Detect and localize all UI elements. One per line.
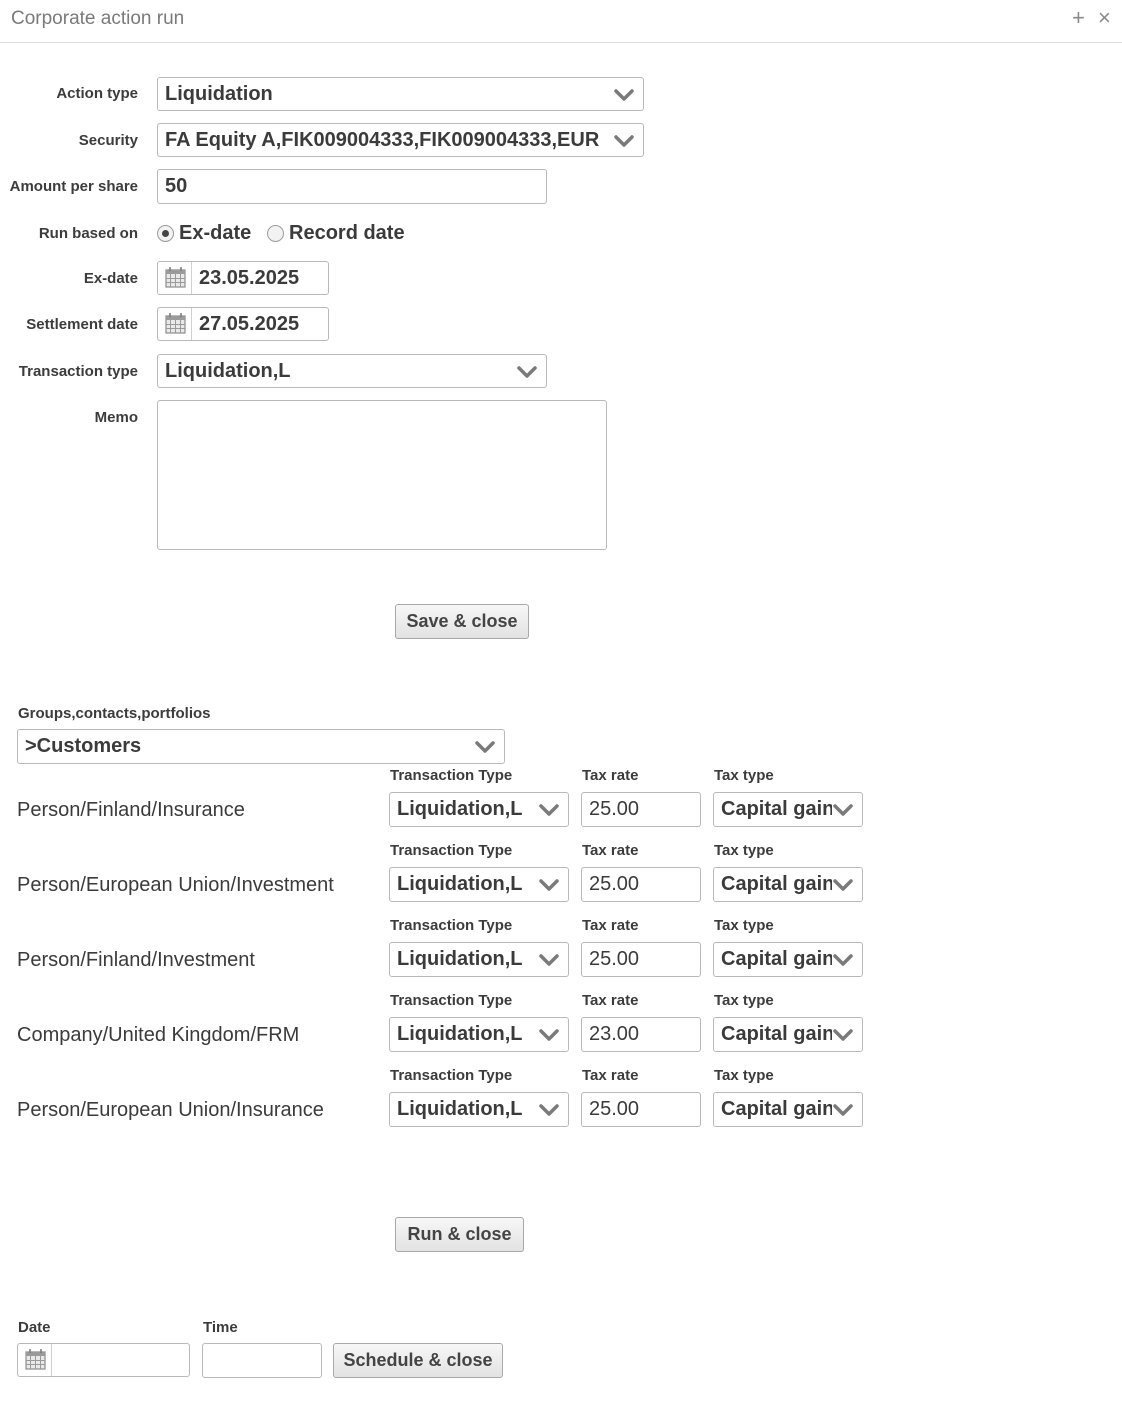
ex-date-value: 23.05.2025 [199, 267, 300, 289]
row-transaction-type-value: Liquidation,L [397, 1098, 523, 1120]
chevron-down-icon [832, 947, 854, 971]
tax-rate-column-label: Tax rate [582, 1067, 639, 1084]
record-date-radio[interactable] [267, 225, 284, 242]
tax-rate-column-label: Tax rate [582, 917, 639, 934]
record-date-radio-label[interactable]: Record date [289, 222, 405, 244]
security-label: Security [78, 132, 138, 149]
action-type-value: Liquidation [165, 83, 273, 105]
run-based-on-label: Run based on [38, 225, 138, 242]
run-close-button[interactable]: Run & close [395, 1217, 524, 1252]
row-transaction-type-select[interactable] [389, 942, 569, 977]
row-tax-type-value: Capital gains [721, 873, 846, 895]
row-transaction-type-value: Liquidation,L [397, 798, 523, 820]
row-tax-rate-value: 25.00 [589, 873, 640, 895]
ex-date-radio[interactable] [157, 225, 174, 242]
row-transaction-type-select[interactable] [389, 792, 569, 827]
window-title: Corporate action run [11, 8, 185, 29]
chevron-down-icon [538, 1097, 560, 1121]
row-transaction-type-select[interactable] [389, 1092, 569, 1127]
row-tax-type-select[interactable] [713, 867, 863, 902]
chevron-down-icon [538, 1022, 560, 1046]
chevron-down-icon [538, 947, 560, 971]
transaction-type-select[interactable] [157, 354, 547, 388]
tax-type-column-label: Tax type [714, 767, 774, 784]
schedule-date-field[interactable] [17, 1343, 190, 1377]
plus-icon[interactable]: + [1072, 5, 1085, 30]
row-tax-rate-input[interactable] [581, 867, 701, 902]
row-name: Person/Finland/Insurance [17, 799, 245, 821]
chevron-down-icon [474, 734, 496, 758]
row-tax-type-select[interactable] [713, 1017, 863, 1052]
chevron-down-icon [832, 797, 854, 821]
schedule-date-label: Date [18, 1319, 51, 1336]
calendar-icon[interactable] [18, 1344, 52, 1376]
chevron-down-icon [832, 1097, 854, 1121]
amount-per-share-label: Amount per share [9, 178, 138, 195]
groups-label: Groups,contacts,portfolios [18, 705, 211, 722]
row-tax-type-value: Capital gains [721, 1098, 846, 1120]
row-transaction-type-select[interactable] [389, 1017, 569, 1052]
memo-textarea[interactable] [157, 400, 607, 550]
row-tax-rate-value: 25.00 [589, 948, 640, 970]
tax-type-column-label: Tax type [714, 992, 774, 1009]
row-name: Person/Finland/Investment [17, 949, 255, 971]
security-select[interactable] [157, 123, 644, 157]
ex-date-label: Ex-date [83, 270, 138, 287]
row-tax-type-value: Capital gains [721, 948, 846, 970]
row-tax-type-select[interactable] [713, 792, 863, 827]
row-tax-type-value: Capital gains [721, 798, 846, 820]
transaction-type-label: Transaction type [18, 363, 138, 380]
row-tax-rate-input[interactable] [581, 1017, 701, 1052]
settlement-date-value: 27.05.2025 [199, 313, 300, 335]
chevron-down-icon [516, 359, 538, 383]
row-transaction-type-value: Liquidation,L [397, 948, 523, 970]
ex-date-field[interactable] [157, 261, 329, 295]
close-icon[interactable]: × [1098, 5, 1111, 30]
chevron-down-icon [832, 872, 854, 896]
save-close-button[interactable]: Save & close [395, 604, 529, 639]
tax-rate-column-label: Tax rate [582, 992, 639, 1009]
schedule-time-input[interactable] [202, 1343, 322, 1378]
security-value: FA Equity A,FIK009004333,FIK009004333,EUR [165, 129, 600, 151]
row-tax-rate-value: 25.00 [589, 798, 640, 820]
groups-value: >Customers [25, 735, 142, 757]
tax-rate-column-label: Tax rate [582, 767, 639, 784]
transaction-type-column-label: Transaction Type [390, 842, 513, 859]
tax-type-column-label: Tax type [714, 917, 774, 934]
row-tax-rate-value: 25.00 [589, 1098, 640, 1120]
groups-select[interactable] [17, 729, 505, 764]
amount-per-share-value: 50 [165, 175, 188, 197]
transaction-type-value: Liquidation,L [165, 360, 291, 382]
chevron-down-icon [832, 1022, 854, 1046]
chevron-down-icon [538, 797, 560, 821]
calendar-icon[interactable] [158, 262, 192, 294]
row-name: Person/European Union/Investment [17, 874, 334, 896]
calendar-icon[interactable] [158, 308, 192, 340]
row-transaction-type-value: Liquidation,L [397, 873, 523, 895]
row-tax-rate-input[interactable] [581, 942, 701, 977]
transaction-type-column-label: Transaction Type [390, 1067, 513, 1084]
memo-label: Memo [94, 409, 138, 426]
transaction-type-column-label: Transaction Type [390, 767, 513, 784]
settlement-date-field[interactable] [157, 307, 329, 341]
tax-type-column-label: Tax type [714, 1067, 774, 1084]
row-tax-rate-input[interactable] [581, 1092, 701, 1127]
row-tax-type-select[interactable] [713, 942, 863, 977]
row-name: Company/United Kingdom/FRM [17, 1024, 300, 1046]
row-tax-rate-value: 23.00 [589, 1023, 640, 1045]
action-type-label: Action type [56, 85, 138, 102]
transaction-type-column-label: Transaction Type [390, 992, 513, 1009]
row-tax-type-select[interactable] [713, 1092, 863, 1127]
amount-per-share-input[interactable] [157, 169, 547, 204]
chevron-down-icon [538, 872, 560, 896]
chevron-down-icon [613, 82, 635, 106]
window-titlebar [0, 0, 1122, 43]
chevron-down-icon [613, 128, 635, 152]
action-type-select[interactable] [157, 77, 644, 111]
schedule-time-label: Time [203, 1319, 238, 1336]
transaction-type-column-label: Transaction Type [390, 917, 513, 934]
row-transaction-type-value: Liquidation,L [397, 1023, 523, 1045]
tax-type-column-label: Tax type [714, 842, 774, 859]
schedule-close-button[interactable]: Schedule & close [333, 1343, 503, 1378]
row-name: Person/European Union/Insurance [17, 1099, 324, 1121]
row-transaction-type-select[interactable] [389, 867, 569, 902]
tax-rate-column-label: Tax rate [582, 842, 639, 859]
row-tax-rate-input[interactable] [581, 792, 701, 827]
row-tax-type-value: Capital gains [721, 1023, 846, 1045]
ex-date-radio-label[interactable]: Ex-date [179, 222, 252, 244]
settlement-date-label: Settlement date [26, 316, 138, 333]
